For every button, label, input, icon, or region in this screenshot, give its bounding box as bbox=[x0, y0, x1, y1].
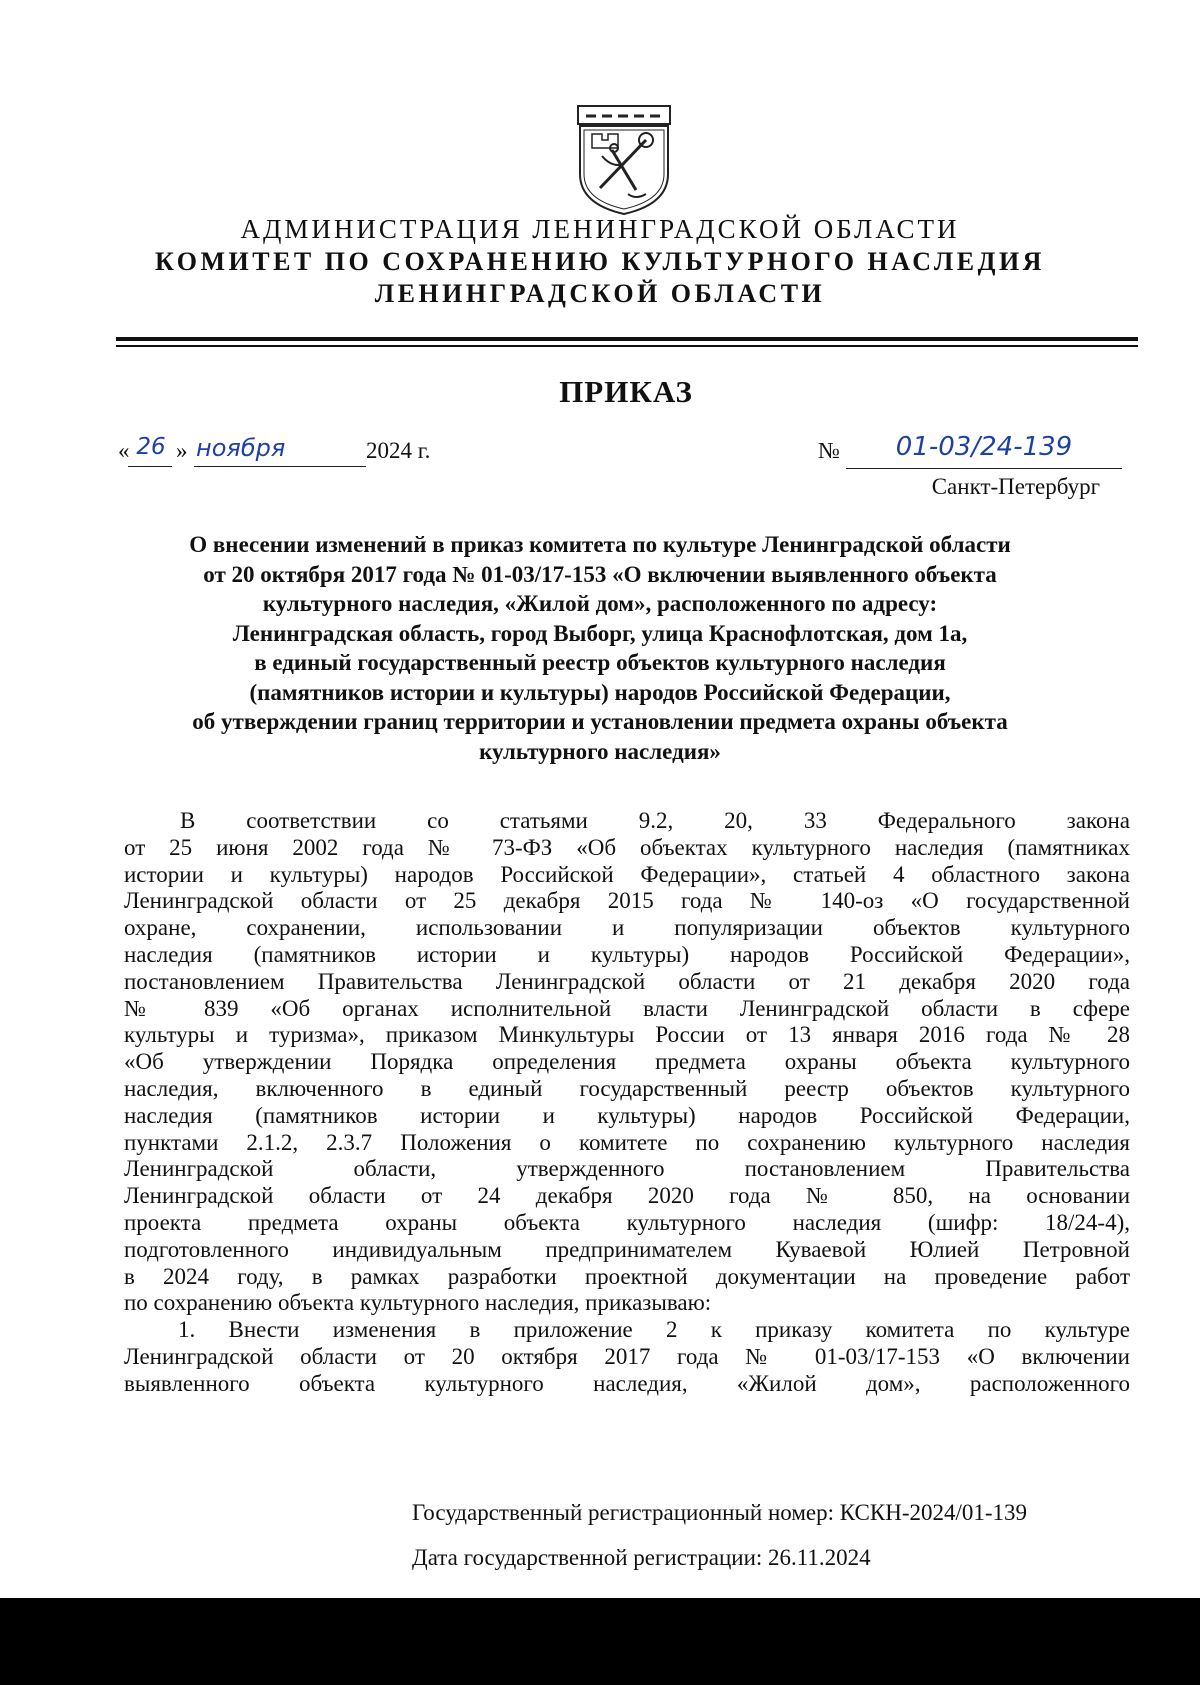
subject-line: (памятников истории и культуры) народов Российской Федерации, bbox=[249, 679, 951, 705]
body-line: по сохранению объекта культурного наследия, приказываю: bbox=[124, 1290, 712, 1316]
date-close-quote: » bbox=[176, 438, 188, 463]
registration-date: Дата государственной регистрации: 26.11.2024 bbox=[412, 1545, 871, 1570]
scan-bottom-border bbox=[0, 1598, 1200, 1685]
body-line: в 2024 году, в рамках разработки проектной документации на проведение работ bbox=[124, 1263, 1130, 1289]
body-line: «Об утверждении Порядка определения предмета охраны объекта культурного bbox=[124, 1049, 1130, 1075]
date-day: 26 bbox=[136, 434, 166, 460]
body-line: подготовленного индивидуальным предпринимателем Куваевой Юлией Петровной bbox=[124, 1236, 1130, 1262]
order-subject bbox=[0, 530, 1200, 766]
subject-line: культурного наследия, «Жилой дом», расположенного по адресу: bbox=[262, 591, 938, 616]
body-line: № 839 «Об органах исполнительной власти Ленинградской области в сфере bbox=[124, 995, 1130, 1021]
subject-line: в единый государственный реестр объектов культурного наследия bbox=[254, 650, 946, 675]
body-line: наследия, включенного в единый государственный реестр объектов культурного bbox=[124, 1075, 1130, 1101]
date-open-quote: « bbox=[118, 438, 130, 463]
committee-region: ЛЕНИНГРАДСКОЙ ОБЛАСТИ bbox=[374, 279, 826, 308]
body-line: проекта предмета охраны объекта культурного наследия (шифр: 18/24-4), bbox=[124, 1209, 1130, 1235]
subject-line: культурного наследия» bbox=[479, 738, 721, 764]
body-line: пунктами 2.1.2, 2.3.7 Положения о комитете по сохранению культурного наследия bbox=[124, 1129, 1130, 1155]
date-month-underline bbox=[194, 466, 366, 467]
subject-line: Ленинградская область, город Выборг, улица Краснофлотская, дом 1а, bbox=[232, 620, 968, 646]
administration-name: АДМИНИСТРАЦИЯ ЛЕНИНГРАДСКОЙ ОБЛАСТИ bbox=[240, 214, 960, 244]
date-year: 2024 г. bbox=[366, 438, 431, 463]
body-line: наследия (памятников истории и культуры) народов Российской Федерации, bbox=[124, 1102, 1130, 1128]
date-month: ноября bbox=[196, 434, 286, 462]
order-body bbox=[124, 808, 1130, 1398]
body-line: культуры и туризма», приказом Минкультуры России от 13 января 2016 года № 28 bbox=[124, 1022, 1130, 1048]
committee-name: КОМИТЕТ ПО СОХРАНЕНИЮ КУЛЬТУРНОГО НАСЛЕДИЯ bbox=[155, 247, 1045, 276]
subject-line: от 20 октября 2017 года № 01-03/17-153 «О включении выявленного объекта bbox=[203, 561, 997, 587]
item-line: выявленного объекта культурного наследия, «Жилой дом», расположенного bbox=[124, 1370, 1130, 1396]
body-line: охране, сохранении, использовании и популяризации объектов культурного bbox=[124, 915, 1130, 941]
order-number: 01-03/24-139 bbox=[895, 432, 1073, 462]
number-sign: № bbox=[818, 438, 840, 463]
body-line: от 25 июня 2002 года № 73-ФЗ «Об объектах культурного наследия (памятниках bbox=[124, 834, 1130, 860]
body-line: Ленинградской области, утвержденного постановлением Правительства bbox=[124, 1156, 1130, 1182]
header-rule-thick bbox=[116, 337, 1138, 341]
item-line: Ленинградской области от 20 октября 2017 года № 01-03/17-153 «О включении bbox=[124, 1343, 1130, 1369]
item-line: 1. Внести изменения в приложение 2 к приказу комитета по культуре bbox=[178, 1317, 1130, 1343]
coat-of-arms-icon bbox=[576, 104, 672, 216]
subject-line: О внесении изменений в приказ комитета по культуре Ленинградской области bbox=[189, 532, 1011, 557]
body-line: В соответствии со статьями 9.2, 20, 33 Федерального закона bbox=[180, 808, 1130, 833]
registration-number: Государственный регистрационный номер: КСКН-2024/01-139 bbox=[412, 1500, 1028, 1525]
body-line: Ленинградской области от 24 декабря 2020 года № 850, на основании bbox=[124, 1183, 1130, 1209]
city: Санкт-Петербург bbox=[931, 474, 1100, 499]
date-day-underline bbox=[128, 466, 172, 467]
body-line: истории и культуры) народов Российской Федерации», статьей 4 областного закона bbox=[124, 861, 1130, 887]
body-line: наследия (памятников истории и культуры) народов Российской Федерации», bbox=[124, 941, 1130, 967]
document-title: ПРИКАЗ bbox=[559, 374, 693, 409]
body-line: постановлением Правительства Ленинградской области от 21 декабря 2020 года bbox=[124, 968, 1130, 994]
body-line: Ленинградской области от 25 декабря 2015 года № 140-оз «О государственной bbox=[124, 888, 1130, 914]
subject-line: об утверждении границ территории и установлении предмета охраны объекта bbox=[192, 709, 1008, 734]
order-number-underline bbox=[846, 468, 1122, 469]
header-rule-thin bbox=[116, 345, 1138, 347]
